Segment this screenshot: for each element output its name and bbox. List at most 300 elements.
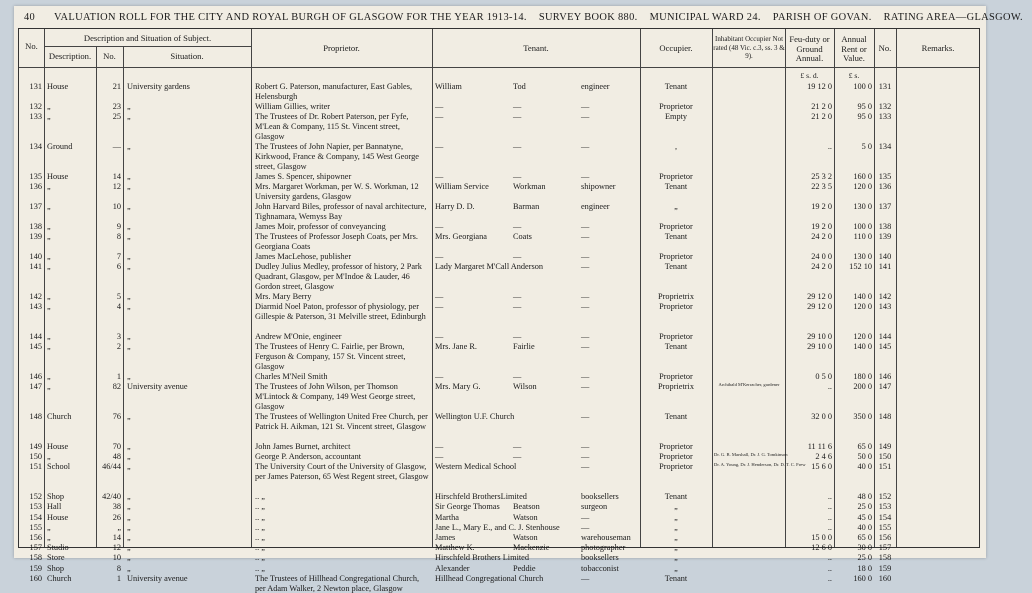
row-number-repeat: 137 bbox=[878, 202, 892, 211]
row-description: „ bbox=[47, 232, 51, 242]
row-annual-rent: 5 0 bbox=[861, 142, 872, 151]
col-occupier-header: Occupier. bbox=[659, 43, 693, 53]
row-tenant-occupation: — bbox=[581, 412, 590, 422]
row-description: „ bbox=[47, 112, 51, 122]
col-desc-group-header: Description and Situation of Subject. bbox=[83, 33, 212, 43]
row-tenant-occupation: — bbox=[581, 262, 590, 272]
row-situation: „ bbox=[127, 553, 131, 563]
row-number-repeat: 159 bbox=[878, 563, 892, 573]
row-number: 136 bbox=[29, 182, 42, 191]
row-tenant-occupation: — bbox=[581, 252, 590, 262]
row-situation: „ bbox=[127, 452, 131, 462]
row-number-repeat: 147 bbox=[878, 382, 892, 392]
row-occupier: „ bbox=[674, 533, 678, 542]
row-house-number: 6 bbox=[116, 262, 121, 272]
row-tenant-occupation: — bbox=[581, 452, 590, 462]
row-feu-duty: 29 12 0 bbox=[807, 292, 832, 302]
row-house-number: 14 bbox=[112, 533, 121, 542]
row-proprietor: .. „ bbox=[255, 492, 265, 502]
table-row bbox=[19, 102, 979, 112]
row-tenant-surname: — bbox=[513, 332, 522, 342]
row-proprietor: Robert G. Paterson, manufacturer, East Gables, Helensburgh bbox=[255, 82, 413, 101]
row-number: 147 bbox=[29, 382, 42, 392]
row-proprietor: The Trustees of Professor Joseph Coats, per Mrs. Georgiana Coats bbox=[255, 232, 418, 251]
row-tenant-occupation: — bbox=[581, 171, 590, 181]
row-tenant-occupation: warehouseman bbox=[581, 533, 631, 542]
row-house-number: 26 bbox=[112, 512, 121, 522]
row-proprietor: .. „ bbox=[255, 512, 265, 522]
row-occupier: „ bbox=[674, 522, 678, 532]
row-tenant-occupation: — bbox=[581, 232, 590, 242]
row-tenant-surname: — bbox=[513, 142, 522, 151]
row-tenant-name: — bbox=[435, 292, 444, 302]
row-feu-duty: .. bbox=[827, 563, 832, 573]
row-number-repeat: 154 bbox=[878, 512, 892, 522]
row-annual-rent: 200 0 bbox=[853, 382, 872, 392]
row-annual-rent: 350 0 bbox=[853, 412, 872, 422]
row-proprietor: James S. Spencer, shipowner bbox=[255, 171, 352, 181]
row-tenant-name: William Service bbox=[435, 182, 489, 191]
row-annual-rent: 160 0 bbox=[853, 171, 872, 181]
table-row bbox=[19, 523, 979, 533]
row-occupier: „ bbox=[674, 543, 678, 553]
rating-area: RATING AREA—GLASGOW. bbox=[883, 12, 1023, 23]
row-number: 133 bbox=[29, 112, 42, 122]
row-number-repeat: 143 bbox=[878, 302, 892, 312]
row-occupier: „ bbox=[674, 553, 678, 563]
row-tenant-surname: — bbox=[513, 112, 522, 122]
row-situation: „ bbox=[127, 222, 131, 231]
row-feu-duty: .. bbox=[827, 553, 832, 563]
row-tenant-occupation: engineer bbox=[581, 82, 610, 91]
row-situation: „ bbox=[127, 202, 131, 211]
row-situation: „ bbox=[127, 462, 131, 472]
row-number-repeat: 152 bbox=[878, 492, 892, 502]
row-house-number: 10 bbox=[112, 553, 121, 563]
row-tenant-occupation: photographer bbox=[581, 543, 626, 553]
row-description: Shop bbox=[47, 563, 65, 573]
row-tenant-surname: Watson bbox=[513, 533, 538, 542]
row-tenant-occupation: — bbox=[581, 382, 590, 392]
table-row bbox=[19, 142, 979, 171]
row-annual-rent: 140 0 bbox=[853, 292, 872, 302]
row-occupier: Tenant bbox=[664, 412, 688, 422]
row-number-repeat: 149 bbox=[878, 442, 892, 451]
row-situation: „ bbox=[127, 171, 131, 181]
row-proprietor: William Gillies, writer bbox=[255, 102, 331, 111]
row-number: 153 bbox=[29, 502, 42, 512]
row-number: 140 bbox=[29, 252, 42, 262]
row-number: 160 bbox=[29, 573, 42, 583]
table-row bbox=[19, 574, 979, 593]
row-proprietor: The Trustees of Wellington United Free Church, per Patrick H. Aikman, 121 St. Vincent street, Glasgow bbox=[255, 412, 428, 431]
row-house-number: 23 bbox=[112, 102, 121, 111]
row-number-repeat: 141 bbox=[878, 262, 892, 272]
row-feu-duty: .. bbox=[827, 502, 832, 512]
row-feu-duty: .. bbox=[827, 142, 832, 151]
row-description: „ bbox=[47, 533, 51, 542]
row-number-repeat: 140 bbox=[878, 252, 892, 262]
col-tenant-header: Tenant. bbox=[523, 43, 549, 53]
row-situation: „ bbox=[127, 543, 131, 553]
row-feu-duty: 32 0 0 bbox=[811, 412, 832, 422]
row-occupier: Proprietrix bbox=[658, 292, 694, 302]
row-tenant-name: William bbox=[435, 82, 462, 91]
row-tenant-name: — bbox=[435, 442, 444, 451]
col-description-header: Description. bbox=[48, 51, 92, 61]
row-occupier: Tenant bbox=[664, 182, 688, 191]
row-number: 134 bbox=[29, 142, 42, 151]
row-number-repeat: 139 bbox=[878, 232, 892, 242]
row-situation: „ bbox=[127, 262, 131, 272]
row-number: 159 bbox=[29, 563, 42, 573]
row-inhabitant-occupier: Dr. A. Young, Dr. J. Henderson, Dr. D. T. C. Frew bbox=[714, 462, 806, 468]
row-tenant-name: Harry D. D. bbox=[435, 202, 475, 211]
row-tenant-surname: Wilson bbox=[513, 382, 537, 392]
table-row bbox=[19, 342, 979, 371]
row-annual-rent: 152 10 bbox=[849, 262, 872, 272]
row-tenant-occupation: — bbox=[581, 372, 590, 382]
row-tenant-name: Martha bbox=[435, 512, 459, 522]
row-number-repeat: 134 bbox=[878, 142, 892, 151]
col-number-header: No. bbox=[103, 51, 116, 61]
col-proprietor-header: Proprietor. bbox=[323, 43, 360, 53]
row-feu-duty: 25 3 2 bbox=[811, 171, 832, 181]
row-number: 146 bbox=[29, 372, 42, 382]
table-row bbox=[19, 112, 979, 141]
valuation-roll-page bbox=[14, 6, 1023, 593]
row-description: House bbox=[47, 171, 69, 181]
row-feu-duty: 22 3 5 bbox=[811, 182, 832, 191]
row-number: 137 bbox=[29, 202, 42, 211]
row-number-repeat: 151 bbox=[878, 462, 892, 472]
row-occupier: „ bbox=[674, 512, 678, 522]
row-annual-rent: 65 0 bbox=[857, 533, 872, 542]
row-number-repeat: 133 bbox=[878, 112, 892, 122]
row-annual-rent: 140 0 bbox=[853, 342, 872, 352]
survey-book: SURVEY BOOK 880. bbox=[538, 12, 638, 23]
row-occupier: Tenant bbox=[664, 342, 688, 352]
row-tenant-occupation: — bbox=[581, 442, 590, 451]
row-occupier: Tenant bbox=[664, 492, 688, 502]
row-proprietor: The Trustees of John Wilson, per Thomson M'Lintock & Company, 149 West George street, Glasgow bbox=[255, 382, 416, 411]
row-description: Ground bbox=[47, 142, 73, 151]
header-bottom-rule bbox=[19, 67, 979, 68]
row-tenant-occupation: — bbox=[581, 302, 590, 312]
row-occupier: Proprietor bbox=[659, 462, 693, 472]
row-feu-duty: .. bbox=[827, 573, 832, 583]
row-proprietor: The Trustees of John Napier, per Bannatyne, Kirkwood, France & Company, 145 West George street, Glasgow bbox=[255, 142, 419, 171]
row-tenant-occupation: engineer bbox=[581, 202, 610, 211]
row-proprietor: The Trustees of Hillhead Congregational Church, per Adam Walker, 2 Newton place, Glasgow bbox=[255, 573, 420, 593]
row-annual-rent: 50 0 bbox=[857, 452, 872, 462]
table-row bbox=[19, 462, 979, 491]
row-number-repeat: 142 bbox=[878, 292, 892, 302]
row-house-number: 5 bbox=[116, 292, 121, 302]
table-row bbox=[19, 262, 979, 291]
row-tenant-name: — bbox=[435, 222, 444, 231]
row-number-repeat: 145 bbox=[878, 342, 892, 352]
roll-title: VALUATION ROLL FOR THE CITY AND ROYAL BURGH OF GLASGOW FOR THE YEAR 1913-14. bbox=[54, 12, 527, 23]
row-description: „ bbox=[47, 182, 51, 191]
row-situation: „ bbox=[127, 512, 131, 522]
row-situation: University avenue bbox=[127, 573, 188, 583]
row-annual-rent: 65 0 bbox=[857, 442, 872, 451]
row-feu-duty: 11 11 6 bbox=[807, 442, 832, 451]
row-description: „ bbox=[47, 202, 51, 211]
row-tenant-surname: Coats bbox=[513, 232, 532, 242]
row-feu-duty: 21 2 0 bbox=[811, 112, 832, 122]
row-feu-duty: 29 12 0 bbox=[807, 302, 832, 312]
row-house-number: 3 bbox=[116, 332, 121, 342]
row-house-number: 46/44 bbox=[102, 462, 121, 472]
row-number: 142 bbox=[29, 292, 42, 302]
row-house-number: 82 bbox=[112, 382, 121, 392]
table-row bbox=[19, 382, 979, 411]
feu-units: £ s. d. bbox=[800, 71, 819, 80]
row-house-number: — bbox=[112, 142, 121, 151]
row-situation: University avenue bbox=[127, 382, 188, 392]
valuation-table bbox=[18, 28, 980, 593]
row-occupier: Proprietor bbox=[659, 102, 693, 111]
row-feu-duty: 15 6 0 bbox=[811, 462, 832, 472]
col-rent-header: Annual Rent or Value. bbox=[841, 34, 867, 63]
row-house-number: 8 bbox=[116, 232, 121, 242]
row-tenant-occupation: — bbox=[581, 522, 590, 532]
row-number-repeat: 132 bbox=[878, 102, 892, 111]
row-house-number: 12 bbox=[112, 182, 121, 191]
subheader-rule bbox=[44, 46, 251, 47]
row-proprietor: .. „ bbox=[255, 553, 265, 563]
row-tenant-surname: — bbox=[513, 302, 522, 312]
row-situation: „ bbox=[127, 302, 131, 312]
row-annual-rent: 95 0 bbox=[857, 102, 872, 111]
row-number: 156 bbox=[29, 533, 42, 542]
row-number-repeat: 160 bbox=[878, 573, 892, 583]
row-feu-duty: .. bbox=[827, 382, 832, 392]
table-row bbox=[19, 182, 979, 202]
row-number-repeat: 148 bbox=[878, 412, 892, 422]
row-house-number: „ bbox=[117, 522, 121, 532]
row-tenant-surname: Workman bbox=[513, 182, 546, 191]
row-feu-duty: .. bbox=[827, 522, 832, 532]
row-feu-duty: 19 2 0 bbox=[811, 202, 832, 211]
row-number: 131 bbox=[29, 82, 42, 91]
row-description: School bbox=[47, 462, 71, 472]
row-house-number: 70 bbox=[112, 442, 121, 451]
row-description: „ bbox=[47, 452, 51, 462]
row-description: „ bbox=[47, 342, 51, 352]
row-proprietor: Charles M'Neil Smith bbox=[255, 372, 328, 382]
row-tenant-name: — bbox=[435, 112, 444, 122]
row-house-number: 4 bbox=[116, 302, 121, 312]
row-tenant-name: Sir George Thomas bbox=[435, 502, 500, 512]
row-tenant-surname: Tod bbox=[513, 82, 526, 91]
table-row bbox=[19, 332, 979, 342]
row-number-repeat: 153 bbox=[878, 502, 892, 512]
table-row bbox=[19, 302, 979, 331]
row-house-number: 38 bbox=[112, 502, 121, 512]
row-tenant-occupation: — bbox=[581, 102, 590, 111]
row-number: 152 bbox=[29, 492, 42, 502]
row-description: Shop bbox=[47, 492, 65, 502]
row-number: 132 bbox=[29, 102, 42, 111]
row-feu-duty: 21 2 0 bbox=[811, 102, 832, 111]
row-tenant-surname: — bbox=[513, 452, 522, 462]
col-inhabitant-header: Inhabitant Occupier Not rated (48 Vic. c.3, ss. 3 & 9). bbox=[713, 35, 785, 61]
municipal-ward: MUNICIPAL WARD 24. bbox=[649, 12, 761, 23]
row-tenant-name: Mrs. Jane R. bbox=[435, 342, 477, 352]
table-row bbox=[19, 232, 979, 252]
row-feu-duty: 12 6 0 bbox=[811, 543, 832, 553]
row-proprietor: .. „ bbox=[255, 522, 265, 532]
row-number-repeat: 155 bbox=[878, 522, 892, 532]
row-tenant-occupation: tobacconist bbox=[581, 563, 619, 573]
row-tenant-name: Alexander bbox=[435, 563, 470, 573]
row-proprietor: The University Court of the University of Glasgow, per James Paterson, 65 West Regent street, Glasgow bbox=[255, 462, 429, 482]
row-occupier: Proprietor bbox=[659, 372, 693, 382]
row-feu-duty: 24 2 0 bbox=[811, 232, 832, 242]
row-tenant-name: Hirschfeld BrothersLimited bbox=[435, 492, 527, 502]
row-description: Store bbox=[47, 553, 65, 563]
row-tenant-surname: — bbox=[513, 222, 522, 231]
row-tenant-surname: — bbox=[513, 292, 522, 302]
row-number: 154 bbox=[29, 512, 42, 522]
row-annual-rent: 160 0 bbox=[853, 573, 872, 583]
row-occupier: Proprietor bbox=[659, 222, 693, 231]
table-row bbox=[19, 492, 979, 502]
row-situation: „ bbox=[127, 292, 131, 302]
row-inhabitant-occupier: Archibald M'Kerracher, gardener bbox=[718, 382, 780, 388]
row-occupier: Proprietor bbox=[659, 171, 693, 181]
row-tenant-surname: Watson bbox=[513, 512, 538, 522]
row-occupier: „ bbox=[674, 502, 678, 512]
row-annual-rent: 30 0 bbox=[857, 543, 872, 553]
col-no-header: No. bbox=[25, 41, 38, 51]
row-feu-duty: 19 12 0 bbox=[807, 82, 832, 91]
row-house-number: 12 bbox=[112, 543, 121, 553]
row-description: „ bbox=[47, 382, 51, 392]
row-number-repeat: 136 bbox=[878, 182, 892, 191]
row-number: 149 bbox=[29, 442, 42, 451]
row-tenant-surname: — bbox=[513, 442, 522, 451]
row-tenant-name: — bbox=[435, 302, 444, 312]
row-proprietor: Diarmid Noel Paton, professor of physiology, per Gillespie & Paterson, 31 Melville street, Edinburgh bbox=[255, 302, 426, 322]
row-number: 138 bbox=[29, 222, 42, 231]
rent-units: £ s. bbox=[848, 71, 860, 80]
row-occupier: Proprietor bbox=[659, 252, 693, 262]
row-number: 143 bbox=[29, 302, 42, 312]
row-house-number: 76 bbox=[112, 412, 121, 422]
row-description: „ bbox=[47, 332, 51, 342]
row-tenant-name: — bbox=[435, 171, 444, 181]
row-occupier: „ bbox=[674, 563, 678, 573]
row-proprietor: The Trustees of Henry C. Fairlie, per Brown, Ferguson & Company, 157 St. Vincent street, Glasgow bbox=[255, 342, 406, 371]
row-description: „ bbox=[47, 302, 51, 312]
table-row bbox=[19, 452, 979, 462]
row-number: 141 bbox=[29, 262, 42, 272]
row-number-repeat: 131 bbox=[878, 82, 892, 91]
row-tenant-name: Lady Margaret M'Call Anderson bbox=[435, 262, 544, 272]
row-tenant-surname: — bbox=[513, 372, 522, 382]
row-occupier: Proprietrix bbox=[658, 382, 694, 392]
row-annual-rent: 25 0 bbox=[857, 553, 872, 563]
row-house-number: 7 bbox=[116, 252, 121, 262]
row-feu-duty: 15 0 0 bbox=[811, 533, 832, 542]
row-description: Church bbox=[47, 573, 72, 583]
col-remarks-header: Remarks. bbox=[921, 43, 955, 53]
row-number: 144 bbox=[29, 332, 42, 342]
row-number-repeat: 157 bbox=[878, 543, 892, 553]
row-number: 157 bbox=[29, 543, 42, 553]
row-tenant-occupation: — bbox=[581, 292, 590, 302]
row-tenant-occupation: — bbox=[581, 462, 590, 472]
row-tenant-occupation: booksellers bbox=[581, 553, 619, 563]
row-proprietor: Mrs. Margaret Workman, per W. S. Workman, 12 University gardens, Glasgow bbox=[255, 182, 419, 201]
row-description: „ bbox=[47, 262, 51, 272]
row-tenant-surname: Mackenzie bbox=[513, 543, 550, 553]
row-annual-rent: 95 0 bbox=[857, 112, 872, 122]
row-proprietor: George P. Anderson, accountant bbox=[255, 452, 362, 462]
row-proprietor: James Moir, professor of conveyancing bbox=[255, 222, 386, 231]
row-description: Hall bbox=[47, 502, 62, 512]
row-tenant-name: — bbox=[435, 142, 444, 151]
table-row bbox=[19, 172, 979, 182]
row-situation: „ bbox=[127, 372, 131, 382]
row-tenant-occupation: booksellers bbox=[581, 492, 619, 502]
table-row bbox=[19, 412, 979, 441]
row-feu-duty: 24 2 0 bbox=[811, 262, 832, 272]
row-occupier: Proprietor bbox=[659, 332, 693, 342]
row-occupier: Tenant bbox=[664, 232, 688, 242]
row-number: 151 bbox=[29, 462, 42, 472]
row-situation: „ bbox=[127, 232, 131, 242]
row-tenant-name: Jane L., Mary E., and C. J. Stenhouse bbox=[435, 522, 560, 532]
row-feu-duty: 2 4 6 bbox=[815, 452, 832, 462]
row-tenant-name: Wellington U.F. Church bbox=[435, 412, 515, 422]
table-row bbox=[19, 252, 979, 262]
row-occupier: Proprietor bbox=[659, 452, 693, 462]
row-occupier: Proprietor bbox=[659, 302, 693, 312]
row-situation: „ bbox=[127, 412, 131, 422]
row-tenant-surname: — bbox=[513, 171, 522, 181]
row-annual-rent: 48 0 bbox=[857, 492, 872, 502]
row-occupier: Proprietor bbox=[659, 442, 693, 451]
row-situation: University gardens bbox=[127, 82, 190, 91]
table-row bbox=[19, 82, 979, 102]
row-house-number: 25 bbox=[112, 112, 121, 122]
row-tenant-name: Mrs. Georgiana bbox=[435, 232, 487, 242]
row-feu-duty: .. bbox=[827, 492, 832, 502]
row-feu-duty: 29 10 0 bbox=[807, 342, 832, 352]
row-proprietor: .. „ bbox=[255, 543, 265, 553]
row-annual-rent: 130 0 bbox=[853, 202, 872, 211]
row-description: „ bbox=[47, 102, 51, 111]
row-annual-rent: 120 0 bbox=[853, 182, 872, 191]
page-number: 40 bbox=[24, 12, 36, 23]
row-number: 155 bbox=[29, 522, 42, 532]
row-tenant-name: James bbox=[435, 533, 456, 542]
row-tenant-occupation: — bbox=[581, 332, 590, 342]
row-house-number: 8 bbox=[116, 563, 121, 573]
table-row bbox=[19, 564, 979, 574]
table-row bbox=[19, 292, 979, 302]
row-occupier: Tenant bbox=[664, 573, 688, 583]
row-occupier: Empty bbox=[664, 112, 688, 122]
row-number-repeat: 138 bbox=[878, 222, 892, 231]
row-situation: „ bbox=[127, 112, 131, 122]
row-annual-rent: 100 0 bbox=[853, 222, 872, 231]
